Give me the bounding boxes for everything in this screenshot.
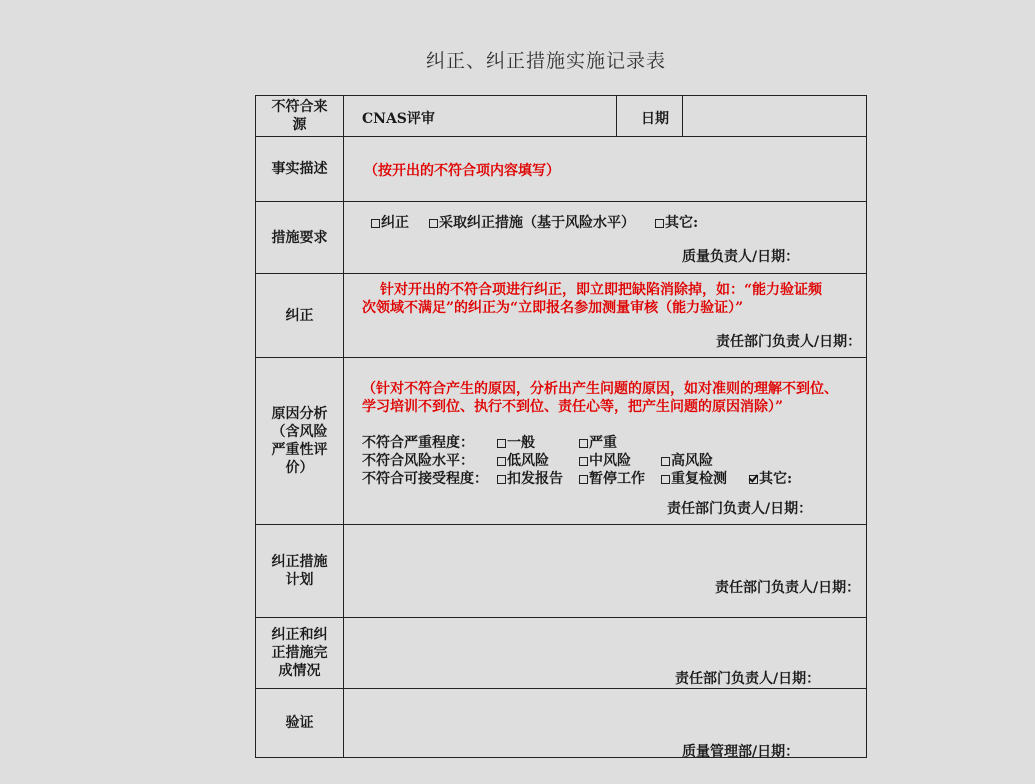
completion-content[interactable] xyxy=(345,618,866,688)
label-cause: 原因分析（含风险严重性评价） xyxy=(256,358,344,524)
verify-sign: 质量管理部/日期： xyxy=(682,744,800,760)
row-measure xyxy=(256,202,866,274)
accept-option-withhold-report[interactable]: 扣发报告 xyxy=(497,468,563,488)
label-fact: 事实描述 xyxy=(256,137,344,201)
risk-option-medium[interactable]: 中风险 xyxy=(579,450,631,470)
verify-content[interactable] xyxy=(345,689,866,760)
checkbox-icon xyxy=(579,439,588,448)
severity-option-serious[interactable]: 严重 xyxy=(579,432,617,452)
accept-label: 不符合可接受程度： xyxy=(362,471,488,487)
row-completion xyxy=(256,618,866,689)
row-correction xyxy=(256,274,866,358)
checkbox-icon xyxy=(579,475,588,484)
accept-option-retest[interactable]: 重复检测 xyxy=(661,468,727,488)
row-plan xyxy=(256,525,866,618)
severity-label: 不符合严重程度： xyxy=(362,435,474,451)
fact-hint: （按开出的不符合项内容填写） xyxy=(364,163,560,179)
completion-sign: 责任部门负责人/日期： xyxy=(675,671,821,687)
accept-option-suspend-work[interactable]: 暂停工作 xyxy=(579,468,645,488)
source-value[interactable]: CNAS评审 xyxy=(362,111,435,127)
label-correction: 纠正 xyxy=(256,274,344,357)
checkbox-icon xyxy=(661,457,670,466)
correction-sign: 责任部门负责人/日期： xyxy=(716,334,862,350)
measure-options xyxy=(371,212,698,232)
checkbox-icon xyxy=(497,439,506,448)
risk-option-high[interactable]: 高风险 xyxy=(661,450,713,470)
checkbox-icon xyxy=(371,219,380,228)
option-corrective-action[interactable]: 采取纠正措施（基于风险水平） xyxy=(429,215,635,231)
correction-line-1: 针对开出的不符合项进行纠正，即立即把缺陷消除掉，如：“能力验证频 xyxy=(380,282,823,298)
cause-line-1: （针对不符合产生的原因，分析出产生问题的原因，如对准则的理解不到位、 xyxy=(362,381,838,397)
row-source xyxy=(256,96,866,137)
row-fact xyxy=(256,137,866,202)
checkbox-icon xyxy=(661,475,670,484)
measure-sign: 质量负责人/日期： xyxy=(682,249,800,265)
checkbox-icon xyxy=(579,457,588,466)
option-correction[interactable]: 纠正 xyxy=(371,215,409,231)
accept-option-other[interactable]: 其它: xyxy=(749,468,792,488)
severity-option-general[interactable]: 一般 xyxy=(497,432,535,452)
cause-sign: 责任部门负责人/日期： xyxy=(667,501,813,517)
date-label: 日期 xyxy=(641,111,669,127)
checked-checkbox-icon xyxy=(749,475,758,484)
cause-line-2: 学习培训不到位、执行不到位、责任心等，把产生问题的原因消除）” xyxy=(362,399,784,415)
label-plan: 纠正措施计划 xyxy=(256,525,344,617)
checkbox-icon xyxy=(655,219,664,228)
label-source: 不符合来源 xyxy=(256,96,344,136)
risk-label: 不符合风险水平： xyxy=(362,453,474,469)
label-measure: 措施要求 xyxy=(256,202,344,273)
divider xyxy=(616,96,617,136)
row-verify xyxy=(256,689,866,760)
plan-sign: 责任部门负责人/日期： xyxy=(715,580,861,596)
record-form xyxy=(255,95,867,758)
fact-content[interactable] xyxy=(345,137,866,201)
checkbox-icon xyxy=(497,457,506,466)
checkbox-icon xyxy=(429,219,438,228)
correction-line-2: 次领域不满足”的纠正为“立即报名参加测量审核（能力验证）” xyxy=(362,300,744,316)
label-verify: 验证 xyxy=(256,689,344,757)
row-cause xyxy=(256,358,866,525)
label-completion: 纠正和纠正措施完成情况 xyxy=(256,618,344,688)
divider xyxy=(682,96,683,136)
option-other[interactable]: 其它: xyxy=(655,215,698,231)
risk-option-low[interactable]: 低风险 xyxy=(497,450,549,470)
checkbox-icon xyxy=(497,475,506,484)
plan-content[interactable] xyxy=(345,525,866,617)
form-title: 纠正、纠正措施实施记录表 xyxy=(425,50,666,72)
